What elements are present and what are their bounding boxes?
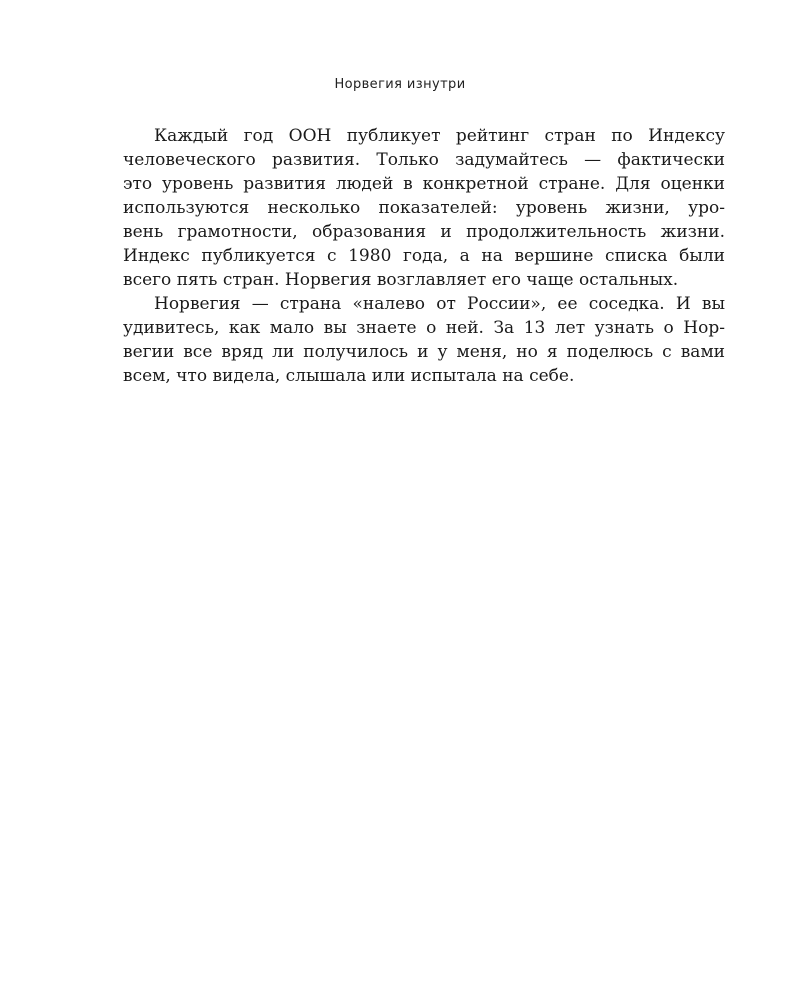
running-header: Норвегия изнутри [334, 77, 466, 92]
text-line: удивитесь, как мало вы знаете о ней. За 13 лет узнать о Нор- [123, 318, 725, 338]
text-line: вегии все вряд ли получилось и у меня, но я поделюсь с вами [123, 342, 725, 362]
body-text [123, 124, 725, 388]
text-line: используются несколько показателей: уровень жизни, уро- [123, 198, 725, 218]
paragraph-2 [123, 292, 725, 388]
paragraph-1 [123, 124, 725, 292]
text-line: Норвегия — страна «налево от России», ее соседка. И вы [154, 294, 725, 314]
text-line: это уровень развития людей в конкретной стране. Для оценки [123, 174, 725, 194]
text-line: вень грамотности, образования и продолжительность жизни. [123, 222, 725, 242]
text-line: всем, что видела, слышала или испытала на себе. [123, 366, 575, 386]
text-line: Индекс публикуется с 1980 года, а на вершине списка были [123, 246, 725, 266]
text-line: всего пять стран. Норвегия возглавляет его чаще остальных. [123, 270, 679, 290]
text-line: человеческого развития. Только задумайтесь — фактически [123, 150, 725, 170]
text-line: Каждый год ООН публикует рейтинг стран по Индексу [154, 126, 725, 146]
